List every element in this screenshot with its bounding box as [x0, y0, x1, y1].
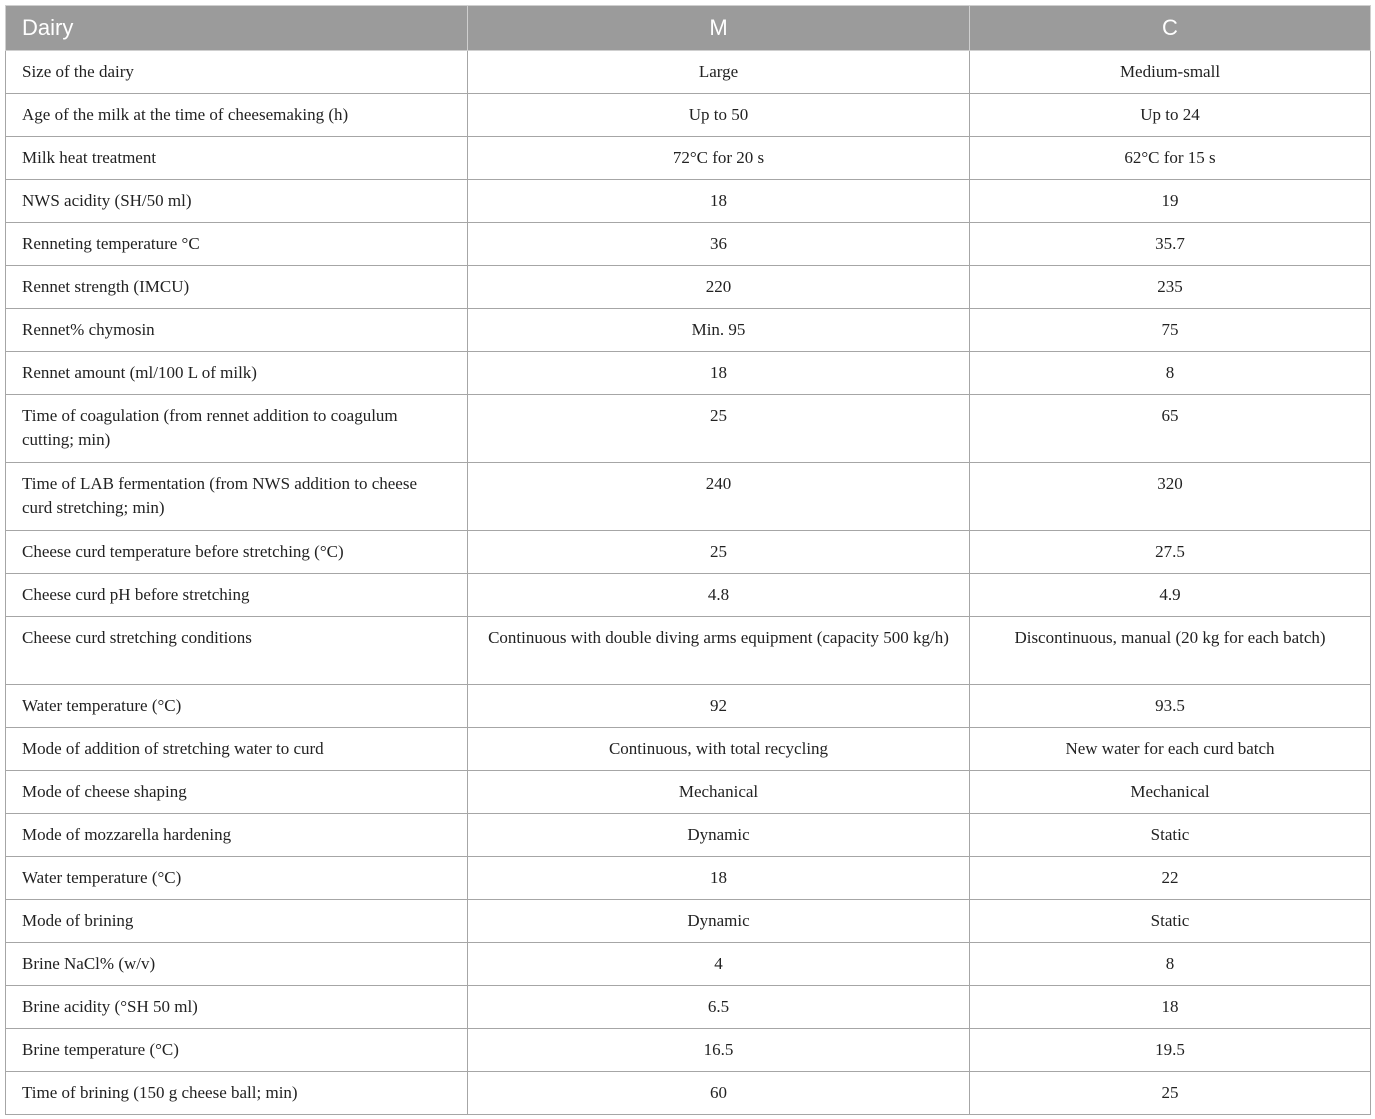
parameter-cell: Mode of addition of stretching water to curd [6, 728, 468, 771]
parameter-cell: Cheese curd temperature before stretching (°C) [6, 531, 468, 574]
dairy-c-cell: 19.5 [970, 1029, 1371, 1072]
table-row [6, 94, 1371, 137]
dairy-m-cell: Continuous, with total recycling [468, 728, 970, 771]
parameter-cell: Mode of brining [6, 900, 468, 943]
dairy-m-cell: 16.5 [468, 1029, 970, 1072]
dairy-c-cell: 320 [970, 463, 1371, 531]
table-row [6, 531, 1371, 574]
dairy-m-cell: Large [468, 51, 970, 94]
dairy-c-cell: 93.5 [970, 685, 1371, 728]
dairy-c-cell: 35.7 [970, 223, 1371, 266]
header-c: C [970, 6, 1371, 51]
dairy-c-cell: 4.9 [970, 574, 1371, 617]
dairy-m-cell: 18 [468, 352, 970, 395]
dairy-c-cell: Static [970, 900, 1371, 943]
table-row [6, 1029, 1371, 1072]
parameter-cell: Water temperature (°C) [6, 685, 468, 728]
table-row [6, 309, 1371, 352]
table-row [6, 51, 1371, 94]
dairy-c-cell: 18 [970, 986, 1371, 1029]
parameter-cell: Rennet strength (IMCU) [6, 266, 468, 309]
dairy-c-cell: 65 [970, 395, 1371, 463]
dairy-c-cell: 27.5 [970, 531, 1371, 574]
table-row [6, 771, 1371, 814]
dairy-m-cell: Dynamic [468, 814, 970, 857]
parameter-cell: Mode of cheese shaping [6, 771, 468, 814]
dairy-m-cell: 60 [468, 1072, 970, 1115]
table-row [6, 266, 1371, 309]
dairy-c-cell: 22 [970, 857, 1371, 900]
dairy-c-cell: 62°C for 15 s [970, 137, 1371, 180]
dairy-c-cell: 8 [970, 352, 1371, 395]
parameter-cell: Size of the dairy [6, 51, 468, 94]
dairy-m-cell: 25 [468, 531, 970, 574]
parameter-cell: Age of the milk at the time of cheesemaking (h) [6, 94, 468, 137]
parameter-cell: Time of coagulation (from rennet addition to coagulum cutting; min) [6, 395, 468, 463]
parameter-cell: Time of LAB fermentation (from NWS addition to cheese curd stretching; min) [6, 463, 468, 531]
dairy-m-cell: Min. 95 [468, 309, 970, 352]
table-header [6, 6, 1371, 51]
dairy-c-cell: 19 [970, 180, 1371, 223]
table-row [6, 900, 1371, 943]
dairy-c-cell: New water for each curd batch [970, 728, 1371, 771]
dairy-c-cell: Up to 24 [970, 94, 1371, 137]
dairy-m-cell: Up to 50 [468, 94, 970, 137]
table-row [6, 574, 1371, 617]
dairy-m-cell: Mechanical [468, 771, 970, 814]
dairy-m-cell: 72°C for 20 s [468, 137, 970, 180]
dairy-c-cell: 25 [970, 1072, 1371, 1115]
parameter-cell: Brine temperature (°C) [6, 1029, 468, 1072]
parameter-cell: Mode of mozzarella hardening [6, 814, 468, 857]
dairy-m-cell: 240 [468, 463, 970, 531]
dairy-c-cell: Static [970, 814, 1371, 857]
table-row [6, 180, 1371, 223]
dairy-m-cell: Dynamic [468, 900, 970, 943]
table-row [6, 814, 1371, 857]
table-row [6, 352, 1371, 395]
header-row [6, 6, 1371, 51]
dairy-comparison-table [5, 5, 1371, 1115]
table-row [6, 1072, 1371, 1115]
table-row [6, 395, 1371, 463]
dairy-m-cell: 4 [468, 943, 970, 986]
parameter-cell: Cheese curd stretching conditions [6, 617, 468, 685]
dairy-c-cell: Mechanical [970, 771, 1371, 814]
dairy-m-cell: 36 [468, 223, 970, 266]
table-row [6, 617, 1371, 685]
dairy-m-cell: 220 [468, 266, 970, 309]
header-m: M [468, 6, 970, 51]
parameter-cell: Milk heat treatment [6, 137, 468, 180]
parameter-cell: Brine acidity (°SH 50 ml) [6, 986, 468, 1029]
dairy-c-cell: Medium-small [970, 51, 1371, 94]
dairy-m-cell: 4.8 [468, 574, 970, 617]
dairy-m-cell: 92 [468, 685, 970, 728]
parameter-cell: Renneting temperature °C [6, 223, 468, 266]
table-container [5, 5, 1370, 1115]
header-dairy: Dairy [6, 6, 468, 51]
parameter-cell: NWS acidity (SH/50 ml) [6, 180, 468, 223]
parameter-cell: Time of brining (150 g cheese ball; min) [6, 1072, 468, 1115]
dairy-c-cell: Discontinuous, manual (20 kg for each batch) [970, 617, 1371, 685]
table-body [6, 51, 1371, 1115]
parameter-cell: Rennet amount (ml/100 L of milk) [6, 352, 468, 395]
table-row [6, 137, 1371, 180]
parameter-cell: Rennet% chymosin [6, 309, 468, 352]
table-row [6, 943, 1371, 986]
dairy-c-cell: 75 [970, 309, 1371, 352]
dairy-m-cell: 18 [468, 857, 970, 900]
dairy-m-cell: 18 [468, 180, 970, 223]
table-row [6, 857, 1371, 900]
dairy-m-cell: Continuous with double diving arms equipment (capacity 500 kg/h) [468, 617, 970, 685]
parameter-cell: Water temperature (°C) [6, 857, 468, 900]
table-row [6, 223, 1371, 266]
table-row [6, 463, 1371, 531]
parameter-cell: Brine NaCl% (w/v) [6, 943, 468, 986]
parameter-cell: Cheese curd pH before stretching [6, 574, 468, 617]
dairy-c-cell: 235 [970, 266, 1371, 309]
dairy-m-cell: 25 [468, 395, 970, 463]
dairy-m-cell: 6.5 [468, 986, 970, 1029]
dairy-c-cell: 8 [970, 943, 1371, 986]
table-row [6, 728, 1371, 771]
table-row [6, 986, 1371, 1029]
table-row [6, 685, 1371, 728]
